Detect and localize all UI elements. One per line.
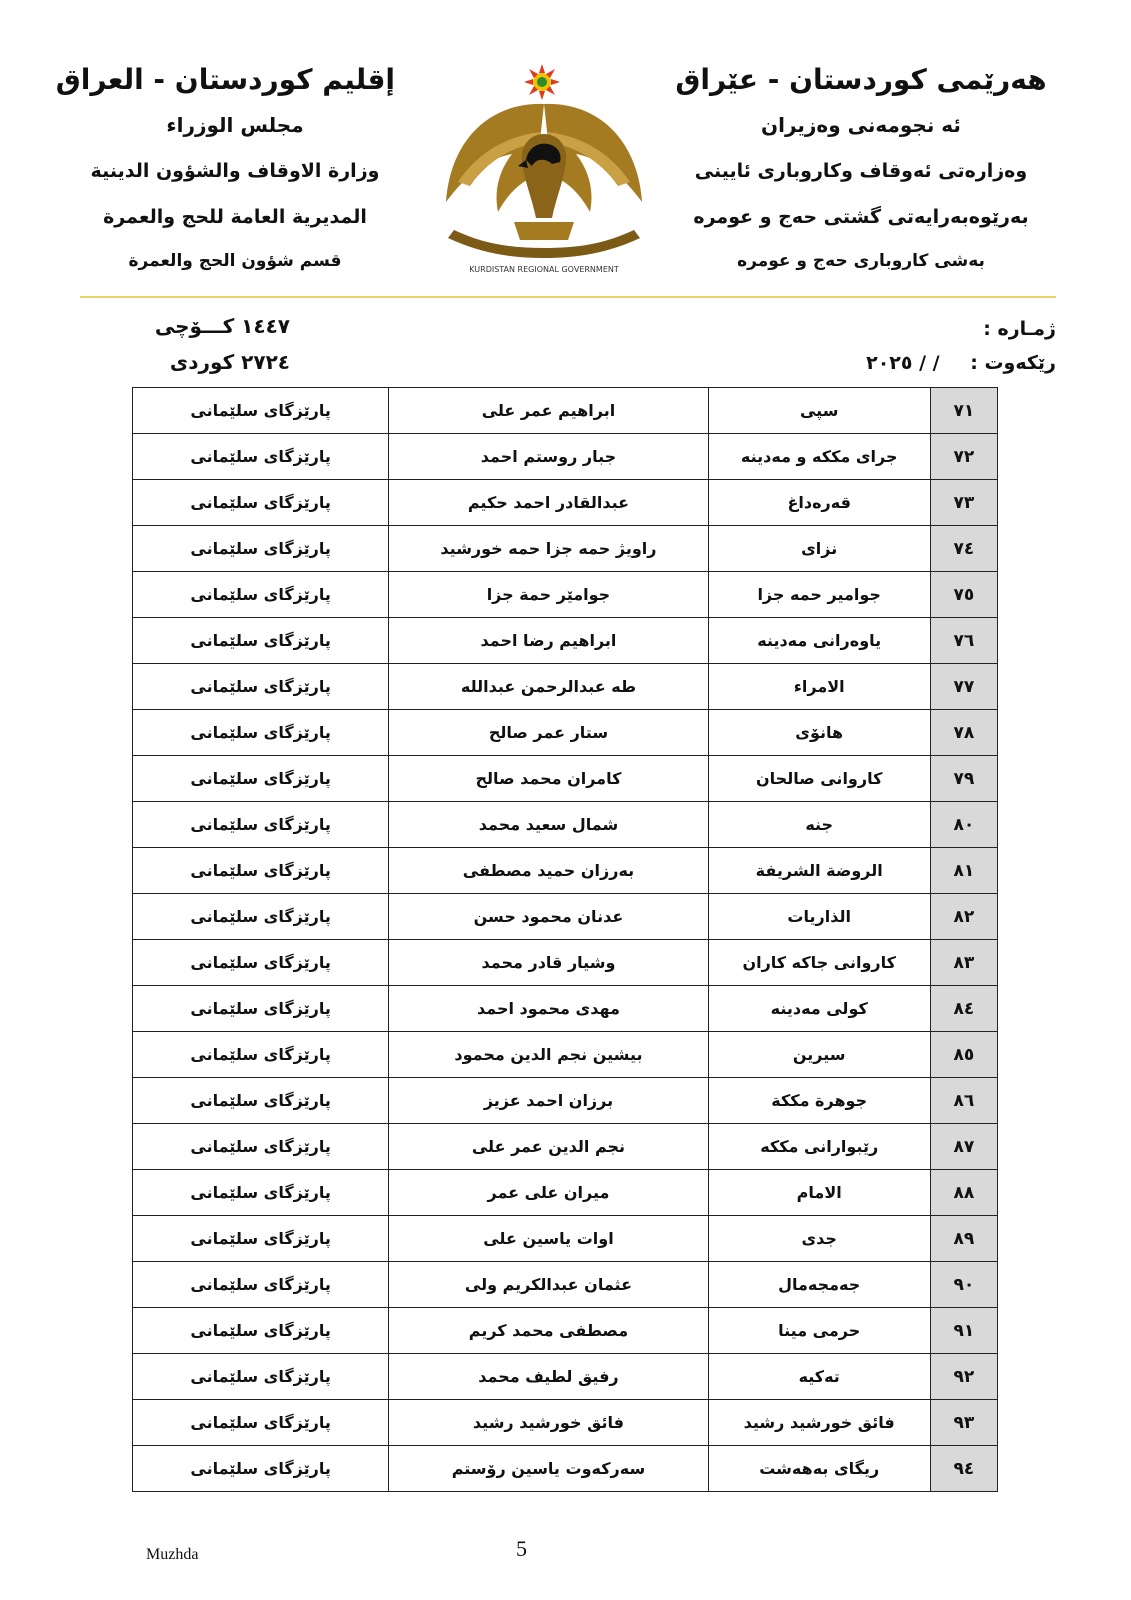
province-name: پارێزگای سلێمانی [133,572,389,618]
province-name: پارێزگای سلێمانی [133,848,389,894]
province-name: پارێزگای سلێمانی [133,1262,389,1308]
row-number: ٩٠ [930,1262,997,1308]
manager-name: عبدالقادر احمد حكيم [389,480,708,526]
table-row [133,664,998,710]
province-name: پارێزگای سلێمانی [133,1354,389,1400]
manager-name: فائق خورشيد رشيد [389,1400,708,1446]
manager-name: برزان احمد عزيز [389,1078,708,1124]
company-name: جەمجەمال [708,1262,930,1308]
row-number: ٨٥ [930,1032,997,1078]
table-row [133,1308,998,1354]
page-number: 5 [516,1536,527,1561]
company-name: كاروانی صالحان [708,756,930,802]
manager-name: عدنان محمود حسن [389,894,708,940]
table-row [133,526,998,572]
company-name: یاوەرانی مەدینه [708,618,930,664]
header-directorate-ar: المديرية العامة للحج والعمرة [103,206,367,228]
company-name: ریگای بەهەشت [708,1446,930,1492]
province-name: پارێزگای سلێمانی [133,1032,389,1078]
sun-icon [524,64,560,100]
row-number: ٧٧ [930,664,997,710]
province-name: پارێزگای سلێمانی [133,664,389,710]
manager-name: ابراهيم عمر علی [389,388,708,434]
company-name: الروضة الشريفة [708,848,930,894]
company-name: سيرين [708,1032,930,1078]
table-row [133,1446,998,1492]
header-separator [80,296,1056,298]
row-number: ٨٦ [930,1078,997,1124]
row-number: ٨٣ [930,940,997,986]
row-number: ٩٣ [930,1400,997,1446]
row-number: ٧٩ [930,756,997,802]
province-name: پارێزگای سلێمانی [133,1124,389,1170]
province-name: پارێزگای سلێمانی [133,756,389,802]
province-name: پارێزگای سلێمانی [133,802,389,848]
province-name: پارێزگای سلێمانی [133,1400,389,1446]
row-number: ٨٤ [930,986,997,1032]
row-number: ٩٤ [930,1446,997,1492]
row-number: ٨٧ [930,1124,997,1170]
province-name: پارێزگای سلێمانی [133,388,389,434]
table-row [133,1400,998,1446]
manager-name: وشيار قادر محمد [389,940,708,986]
header-department: بەشی كاروباری حەج و عومرە [737,251,985,271]
table-row [133,1078,998,1124]
manager-name: راويژ حمه جزا حمه خورشيد [389,526,708,572]
author-note: Muzhda [146,1546,199,1563]
row-number: ٧٦ [930,618,997,664]
row-number: ٧٤ [930,526,997,572]
header-region-ar: إقليم كوردستان - العراق [55,63,395,96]
table-row [133,1032,998,1078]
company-name: كاروانی جاكه كاران [708,940,930,986]
table-row [133,940,998,986]
manager-name: جوامێر حمة جزا [389,572,708,618]
company-name: حرمی مینا [708,1308,930,1354]
company-name: جدی [708,1216,930,1262]
manager-name: طه عبدالرحمن عبدالله [389,664,708,710]
company-name: الامراء [708,664,930,710]
table-row [133,1170,998,1216]
manager-name: شمال سعيد محمد [389,802,708,848]
number-label: ژمـاره : [983,318,1056,340]
manager-name: اوات ياسين علی [389,1216,708,1262]
date-label: رێكەوت : [970,352,1056,374]
row-number: ٨٨ [930,1170,997,1216]
company-name: نزای [708,526,930,572]
table-row [133,848,998,894]
company-name: جرای مككه و مەدینه [708,434,930,480]
krg-emblem-icon [428,62,660,284]
row-number: ٨٩ [930,1216,997,1262]
header-ministry-ar: وزارة الاوقاف والشؤون الدينية [90,160,380,182]
row-number: ٩١ [930,1308,997,1354]
manager-name: ابراهيم رضا احمد [389,618,708,664]
table-row [133,802,998,848]
company-name: كولی مەدینه [708,986,930,1032]
kurdish-year: ٢٧٢٤ كوردی [169,350,290,374]
year-block [150,308,290,380]
emblem-caption: KURDISTAN REGIONAL GOVERNMENT [469,265,619,274]
manager-name: نجم الدين عمر علی [389,1124,708,1170]
company-name: جنه [708,802,930,848]
table-row [133,756,998,802]
company-name: فائق خورشيد رشيد [708,1400,930,1446]
manager-name: كامران محمد صالح [389,756,708,802]
company-name: سپی [708,388,930,434]
company-name: قەرەداغ [708,480,930,526]
row-number: ٨٠ [930,802,997,848]
table-row [133,618,998,664]
table-row [133,1124,998,1170]
manager-name: سەركەوت ياسين رۆستم [389,1446,708,1492]
province-name: پارێزگای سلێمانی [133,1308,389,1354]
province-name: پارێزگای سلێمانی [133,940,389,986]
table-row [133,480,998,526]
company-name: هانۆی [708,710,930,756]
header-arabic [55,58,395,282]
province-name: پارێزگای سلێمانی [133,434,389,480]
row-number: ٧٨ [930,710,997,756]
table-row [133,1216,998,1262]
reference-block [866,312,1056,380]
province-name: پارێزگای سلێمانی [133,986,389,1032]
table-row [133,388,998,434]
date-value: / / ٢٠٢٥ [866,352,940,374]
province-name: پارێزگای سلێمانی [133,1446,389,1492]
header-kurdish [671,58,1051,282]
manager-name: رفيق لطيف محمد [389,1354,708,1400]
manager-name: ميران علی عمر [389,1170,708,1216]
header-council-ar: مجلس الوزراء [166,113,304,137]
manager-name: بيشين نجم الدين محمود [389,1032,708,1078]
row-number: ٧٢ [930,434,997,480]
manager-name: ستار عمر صالح [389,710,708,756]
hijri-year: ١٤٤٧ كـــۆچی [154,314,290,338]
header-council: ئه نجومەنی وەزیران [761,113,961,137]
row-number: ٧٥ [930,572,997,618]
province-name: پارێزگای سلێمانی [133,526,389,572]
manager-name: مصطفى محمد كريم [389,1308,708,1354]
row-number: ٩٢ [930,1354,997,1400]
row-number: ٨١ [930,848,997,894]
company-name: تەكيه [708,1354,930,1400]
table-row [133,710,998,756]
company-name: جوهرة مككة [708,1078,930,1124]
province-name: پارێزگای سلێمانی [133,618,389,664]
province-name: پارێزگای سلێمانی [133,1170,389,1216]
province-name: پارێزگای سلێمانی [133,480,389,526]
table-row [133,1262,998,1308]
table-row [133,434,998,480]
province-name: پارێزگای سلێمانی [133,894,389,940]
header-ministry: وەزارەتی ئەوقاف وكاروباری ئایینی [694,160,1028,182]
manager-name: مهدی محمود احمد [389,986,708,1032]
manager-name: عثمان عبدالكريم ولی [389,1262,708,1308]
province-name: پارێزگای سلێمانی [133,1078,389,1124]
company-name: الذاريات [708,894,930,940]
table-row [133,1354,998,1400]
header-department-ar: قسم شؤون الحج والعمرة [128,251,342,271]
header-region: هەرێمی كوردستان - عێراق [675,63,1047,96]
date-line [866,346,1056,380]
company-name: جوامیر حمه جزا [708,572,930,618]
row-number: ٨٢ [930,894,997,940]
manager-name: بەرزان حميد مصطفى [389,848,708,894]
company-name: رێبوارانی مككه [708,1124,930,1170]
province-name: پارێزگای سلێمانی [133,710,389,756]
table-row [133,572,998,618]
company-name: الامام [708,1170,930,1216]
province-name: پارێزگای سلێمانی [133,1216,389,1262]
header-directorate: بەرێوەبەرایەتی گشتی حەج و عومرە [693,206,1029,228]
table-row [133,986,998,1032]
table-row [133,894,998,940]
manager-name: جبار روستم احمد [389,434,708,480]
pilgrimage-companies-table [132,387,998,1492]
row-number: ٧١ [930,388,997,434]
row-number: ٧٣ [930,480,997,526]
